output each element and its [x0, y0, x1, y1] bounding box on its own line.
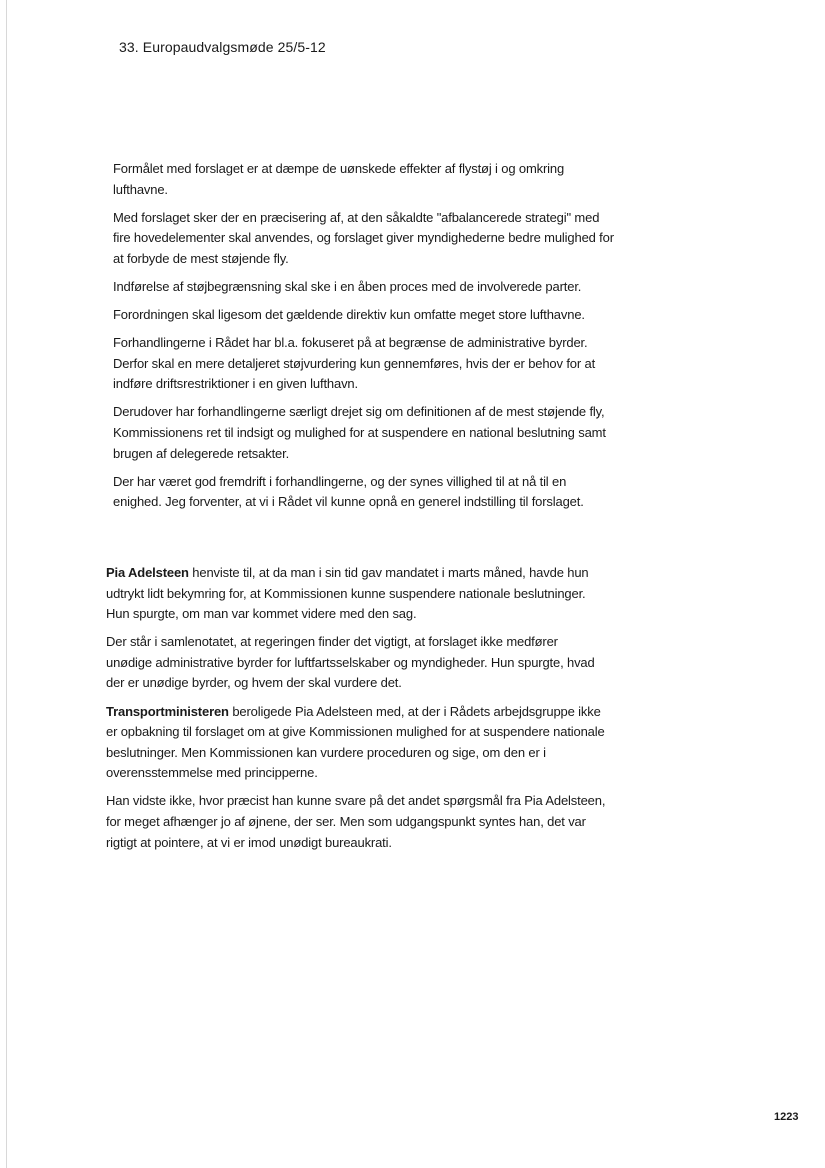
speaker-name: Pia Adelsteen — [106, 565, 189, 580]
debate-paragraph — [106, 563, 606, 625]
page-edge-line — [6, 0, 7, 1168]
paragraph: Der har været god fremdrift i forhandlingerne, og der synes villighed til at nå til en enighed. Jeg forventer, at vi i Rådet vil kunne opnå en generel indstilling til forslaget. — [113, 473, 584, 510]
page-number: 1223 — [774, 1111, 799, 1123]
document-header: 33. Europaudvalgsmøde 25/5-12 — [119, 39, 326, 55]
paragraph: Forhandlingerne i Rådet har bl.a. fokuseret på at begrænse de administrative byrder. Derfor skal en mere detaljeret støjvurdering kun gennemføres, hvis der er behov for at indføre driftsrestriktioner i en given lufthavn. — [113, 335, 596, 392]
paragraph-text: beroligede Pia Adelsteen med, at der i Rådets arbejdsgruppe ikke er opbakning til forslaget om at give Kommissionen mulighed for at suspendere nationale beslutninger. Men Kommissionen kan vurdere proceduren og sige, om den er i overensstemmelse med principperne. — [106, 703, 605, 781]
debate-paragraph — [106, 702, 606, 784]
speaker-name: Transportministeren — [106, 703, 229, 719]
paragraph: Formålet med forslaget er at dæmpe de uønskede effekter af flystøj i og omkring lufthavne. — [113, 161, 565, 197]
debate-paragraph: Der står i samlenotatet, at regeringen finder det vigtigt, at forslaget ikke medfører unødige administrative byrder for luftfartsselskaber og myndigheder. Hun spurgte, hvad der er unødige byrder, og hvem der skal vurdere det. — [106, 634, 595, 691]
paragraph: Med forslaget sker der en præcisering af, at den såkaldte "afbalancerede strategi" med fire hovedelementer skal anvendes, og forslaget giver myndighederne bedre mulighed for at forbyde de mest støjende fly. — [113, 209, 614, 266]
paragraph: Forordningen skal ligesom det gældende direktiv kun omfatte meget store lufthavne. — [113, 307, 585, 323]
debate-section — [106, 563, 606, 861]
paragraph: Derudover har forhandlingerne særligt drejet sig om definitionen af de mest støjende fly, Kommissionens ret til indsigt og mulighed for at suspendere en national beslutning samt brugen af delegerede retsakter. — [113, 404, 606, 461]
paragraph: Indførelse af støjbegrænsning skal ske i en åben proces med de involverede parter. — [113, 278, 582, 294]
debate-paragraph: Han vidste ikke, hvor præcist han kunne svare på det andet spørgsmål fra Pia Adelsteen, for meget afhænger jo af øjnene, der ser. Men som udgangspunkt syntes han, det var rigtigt at pointere, at vi er imod unødigt bureaukrati. — [106, 793, 606, 850]
minister-statement — [113, 159, 615, 520]
paragraph-text: henviste til, at da man i sin tid gav mandatet i marts måned, havde hun udtrykt lidt bekymring for, at Kommissionen kunne suspendere nationale beslutninger. Hun spurgte, om man var kommet videre med den sag. — [106, 565, 589, 622]
